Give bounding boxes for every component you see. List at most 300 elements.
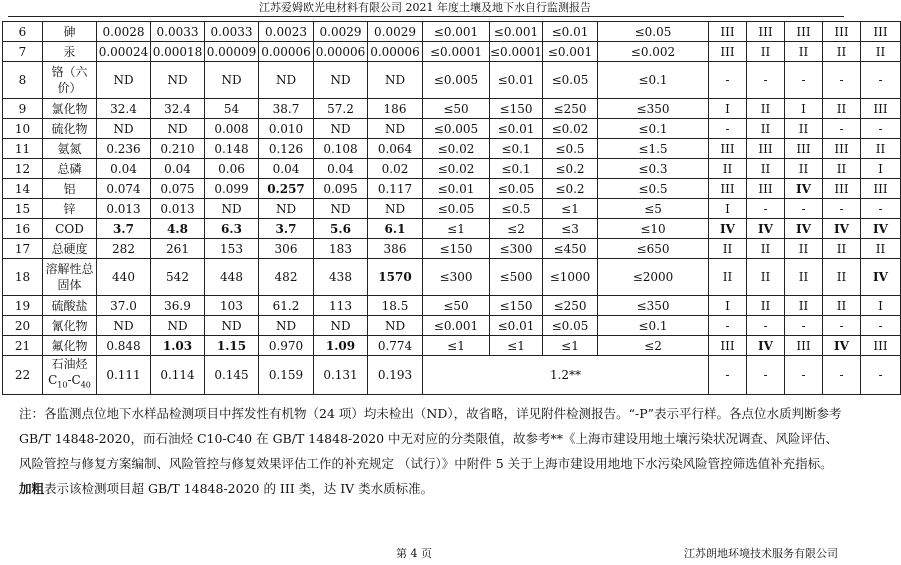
measurement-cell: 0.00024 [97,42,151,62]
class-cell: II [823,42,861,62]
class-cell: - [785,316,823,336]
class-cell: - [709,316,747,336]
table-row [3,259,901,296]
parameter-name-cell: 铝 [43,179,97,199]
standard-limit-cell: ≤1 [490,336,543,356]
measurement-cell: 1.03 [151,336,205,356]
class-cell: - [861,119,901,139]
class-cell: III [709,139,747,159]
measurement-cell: 4.8 [151,219,205,239]
measurement-cell: 0.108 [314,139,368,159]
parameter-name-cell: 溶解性总固体 [43,259,97,296]
measurement-cell: 0.0029 [314,22,368,42]
table-row [3,336,901,356]
measurement-cell: ND [314,316,368,336]
measurement-cell: ND [205,199,259,219]
standard-limit-cell: ≤0.02 [423,159,490,179]
class-cell: - [861,199,901,219]
standard-limit-cell: ≤0.01 [490,316,543,336]
class-cell: II [747,296,785,316]
class-cell: I [709,199,747,219]
class-cell: - [747,316,785,336]
standard-limit-cell: ≤250 [543,99,598,119]
class-cell: - [747,199,785,219]
class-cell: II [823,259,861,296]
measurement-cell: 0.095 [314,179,368,199]
standard-limit-cell: ≤0.0001 [490,42,543,62]
class-cell: I [861,296,901,316]
standard-limit-cell: ≤0.05 [598,22,709,42]
measurement-cell: ND [259,316,314,336]
class-cell: III [747,179,785,199]
table-row [3,296,901,316]
row-number-cell: 21 [3,336,43,356]
standard-limit-cell: ≤2 [598,336,709,356]
class-cell: - [709,62,747,99]
row-number-cell: 22 [3,356,43,395]
class-cell: II [709,239,747,259]
row-number-cell: 15 [3,199,43,219]
measurement-cell: 0.0029 [368,22,423,42]
class-cell: III [823,179,861,199]
class-cell: II [747,42,785,62]
measurement-cell: 0.210 [151,139,205,159]
table-row [3,42,901,62]
measurement-cell: 0.02 [368,159,423,179]
standard-limit-cell: ≤0.01 [490,119,543,139]
class-cell: II [823,159,861,179]
parameter-name-cell: 氰化物 [43,316,97,336]
measurement-cell: 0.0033 [151,22,205,42]
row-number-cell: 19 [3,296,43,316]
measurement-cell: 1570 [368,259,423,296]
standard-limit-cell: ≤150 [423,239,490,259]
class-cell: III [709,336,747,356]
measurement-cell: 0.848 [97,336,151,356]
footer-company: 江苏朗地环境技术服务有限公司 [684,547,838,560]
class-cell: - [709,119,747,139]
standard-limit-cell: 1.2** [423,356,709,395]
class-cell: IV [709,219,747,239]
petroleum-name-part: -C [67,373,81,388]
measurement-cell: 0.06 [205,159,259,179]
row-number-cell: 20 [3,316,43,336]
standard-limit-cell: ≤2000 [598,259,709,296]
measurement-cell: 0.0028 [97,22,151,42]
measurement-cell: 3.7 [97,219,151,239]
parameter-name-cell: 锌 [43,199,97,219]
note-bold-word: 加粗 [19,481,45,496]
standard-limit-cell: ≤50 [423,99,490,119]
measurement-cell: 0.0033 [205,22,259,42]
monitoring-table [2,21,901,395]
table-row [3,356,901,395]
measurement-cell: 32.4 [97,99,151,119]
row-number-cell: 16 [3,219,43,239]
measurement-cell: 0.04 [97,159,151,179]
note-text-3: 表示该检测项目超 GB/T 14848-2020 的 III 类，达 IV 类水质标准。 [44,481,434,496]
measurement-cell: 0.970 [259,336,314,356]
class-cell: II [785,119,823,139]
table-row [3,99,901,119]
measurement-cell: 61.2 [259,296,314,316]
measurement-cell: 0.111 [97,356,151,395]
measurement-cell: 0.013 [151,199,205,219]
table-row [3,119,901,139]
measurement-cell: 103 [205,296,259,316]
class-cell: IV [823,219,861,239]
measurement-cell: 0.013 [97,199,151,219]
table-row [3,179,901,199]
standard-limit-cell: ≤300 [423,259,490,296]
petroleum-name-part: C [48,373,58,388]
class-cell: IV [861,219,901,239]
standard-limit-cell: ≤0.01 [490,62,543,99]
measurement-cell: ND [97,316,151,336]
standard-limit-cell: ≤0.1 [490,139,543,159]
class-cell: III [861,336,901,356]
measurement-cell: 440 [97,259,151,296]
standard-limit-cell: ≤0.05 [423,199,490,219]
row-number-cell: 17 [3,239,43,259]
measurement-cell: ND [314,199,368,219]
parameter-name-cell: 总硬度 [43,239,97,259]
class-cell: - [747,62,785,99]
standard-limit-cell: ≤0.001 [490,22,543,42]
parameter-name-cell: 总磷 [43,159,97,179]
class-cell: III [747,22,785,42]
class-cell: III [861,22,901,42]
row-number-cell: 10 [3,119,43,139]
standard-limit-cell: ≤1000 [543,259,598,296]
class-cell: III [861,179,901,199]
table-row [3,62,901,99]
measurement-cell: 542 [151,259,205,296]
class-cell: IV [785,179,823,199]
class-cell: III [861,99,901,119]
standard-limit-cell: ≤0.005 [423,119,490,139]
class-cell: III [785,336,823,356]
parameter-name-cell: 氨氮 [43,139,97,159]
class-cell: III [823,139,861,159]
standard-limit-cell: ≤0.1 [598,62,709,99]
note-text-1: 注：各监测点位地下水样品检测项目中挥发性有机物（24 项）均未检出（ND），故省略，详见附件检测报告。 [19,406,629,421]
standard-limit-cell: ≤3 [543,219,598,239]
standard-limit-cell: ≤0.1 [598,316,709,336]
measurement-cell: 0.010 [259,119,314,139]
class-cell: II [823,239,861,259]
row-number-cell: 11 [3,139,43,159]
class-cell: II [861,42,901,62]
class-cell: II [823,296,861,316]
standard-limit-cell: ≤0.002 [598,42,709,62]
measurement-cell: ND [205,316,259,336]
standard-limit-cell: ≤1.5 [598,139,709,159]
petroleum-name-part: 石油烃 [51,357,88,372]
parameter-name-cell: 铬（六价） [43,62,97,99]
measurement-cell: 38.7 [259,99,314,119]
standard-limit-cell: ≤0.1 [490,159,543,179]
measurement-cell: 6.3 [205,219,259,239]
class-cell: IV [785,219,823,239]
class-cell: II [747,159,785,179]
standard-limit-cell: ≤0.3 [598,159,709,179]
table-row [3,219,901,239]
class-cell: II [747,119,785,139]
measurement-cell: 37.0 [97,296,151,316]
class-cell: - [823,199,861,219]
parameter-name-cell: 氯化物 [43,99,97,119]
class-cell: II [785,42,823,62]
measurement-cell: ND [97,62,151,99]
class-cell: III [709,42,747,62]
class-cell: IV [823,336,861,356]
measurement-cell: ND [151,316,205,336]
measurement-cell: ND [314,119,368,139]
parameter-name-cell: 砷 [43,22,97,42]
measurement-cell: ND [97,119,151,139]
measurement-cell: 0.114 [151,356,205,395]
row-number-cell: 18 [3,259,43,296]
row-number-cell: 14 [3,179,43,199]
table-row [3,199,901,219]
class-cell: IV [747,219,785,239]
measurement-cell: 57.2 [314,99,368,119]
standard-limit-cell: ≤150 [490,296,543,316]
class-cell: - [785,199,823,219]
measurement-cell: 0.00006 [368,42,423,62]
class-cell: - [861,356,901,395]
class-cell: - [785,356,823,395]
measurement-cell: 0.00006 [259,42,314,62]
row-number-cell: 9 [3,99,43,119]
class-cell: II [785,159,823,179]
standard-limit-cell: ≤250 [543,296,598,316]
class-cell: III [747,139,785,159]
measurement-cell: 54 [205,99,259,119]
measurement-cell: 32.4 [151,99,205,119]
measurement-cell: 0.00006 [314,42,368,62]
class-cell: - [861,62,901,99]
measurement-cell: 113 [314,296,368,316]
class-cell: III [709,179,747,199]
measurement-cell: 0.126 [259,139,314,159]
standard-limit-cell: ≤0.02 [423,139,490,159]
measurement-cell: 282 [97,239,151,259]
measurement-cell: 0.04 [151,159,205,179]
class-cell: - [785,62,823,99]
class-cell: III [823,22,861,42]
measurement-cell: 0.00009 [205,42,259,62]
standard-limit-cell: ≤1 [543,336,598,356]
standard-limit-cell: ≤300 [490,239,543,259]
standard-limit-cell: ≤0.05 [543,316,598,336]
standard-limit-cell: ≤0.001 [423,316,490,336]
petroleum-name-part: 40 [80,380,91,390]
measurement-cell: ND [205,62,259,99]
parameter-name-cell [43,356,97,395]
standard-limit-cell: ≤1 [423,336,490,356]
measurement-cell: 306 [259,239,314,259]
class-cell: - [747,356,785,395]
table-body [3,22,901,395]
measurement-cell: 0.0023 [259,22,314,42]
standard-limit-cell: ≤0.2 [543,179,598,199]
standard-limit-cell: ≤5 [598,199,709,219]
measurement-cell: 0.236 [97,139,151,159]
standard-limit-cell: ≤0.01 [423,179,490,199]
measurement-cell: 183 [314,239,368,259]
measurement-cell: 5.6 [314,219,368,239]
class-cell: I [861,159,901,179]
class-cell: I [709,99,747,119]
measurement-cell: 0.257 [259,179,314,199]
measurement-cell: ND [151,62,205,99]
standard-limit-cell: ≤0.005 [423,62,490,99]
measurement-cell: 0.131 [314,356,368,395]
header-divider [8,16,844,17]
parameter-name-cell: COD [43,219,97,239]
standard-limit-cell: ≤350 [598,296,709,316]
measurement-cell: ND [368,62,423,99]
measurement-cell: 0.145 [205,356,259,395]
measurement-cell: 438 [314,259,368,296]
parameter-name-cell: 汞 [43,42,97,62]
measurement-cell: 186 [368,99,423,119]
measurement-cell: 0.04 [259,159,314,179]
measurement-cell: 0.064 [368,139,423,159]
standard-limit-cell: ≤0.5 [543,139,598,159]
table-row [3,22,901,42]
note-paragraph [19,401,845,501]
class-cell: - [709,356,747,395]
standard-limit-cell: ≤0.001 [543,42,598,62]
measurement-cell: 153 [205,239,259,259]
standard-limit-cell: ≤350 [598,99,709,119]
measurement-cell: 0.099 [205,179,259,199]
standard-limit-cell: ≤0.5 [490,199,543,219]
measurement-cell: 0.04 [314,159,368,179]
class-cell: III [785,139,823,159]
standard-limit-cell: ≤0.2 [543,159,598,179]
standard-limit-cell: ≤1 [423,219,490,239]
standard-limit-cell: ≤150 [490,99,543,119]
class-cell: - [823,62,861,99]
class-cell: II [747,239,785,259]
page-number: 第 4 页 [396,547,432,560]
measurement-cell: 0.117 [368,179,423,199]
measurement-cell: 0.008 [205,119,259,139]
class-cell: II [785,296,823,316]
measurement-cell: ND [368,199,423,219]
table-row [3,316,901,336]
measurement-cell: ND [259,62,314,99]
row-number-cell: 12 [3,159,43,179]
standard-limit-cell: ≤1 [543,199,598,219]
row-number-cell: 7 [3,42,43,62]
standard-limit-cell: ≤0.02 [543,119,598,139]
standard-limit-cell: ≤10 [598,219,709,239]
standard-limit-cell: ≤650 [598,239,709,259]
measurement-cell: 0.075 [151,179,205,199]
class-cell: II [823,99,861,119]
parameter-name-cell: 硫酸盐 [43,296,97,316]
class-cell: IV [861,259,901,296]
measurement-cell: 0.774 [368,336,423,356]
class-cell: II [785,239,823,259]
measurement-cell: 386 [368,239,423,259]
class-cell: II [861,139,901,159]
measurement-cell: ND [151,119,205,139]
class-cell: II [747,99,785,119]
table-row [3,159,901,179]
row-number-cell: 8 [3,62,43,99]
parameter-name-cell: 硫化物 [43,119,97,139]
standard-limit-cell: ≤0.0001 [423,42,490,62]
measurement-cell: 1.09 [314,336,368,356]
standard-limit-cell: ≤450 [543,239,598,259]
measurement-cell: 448 [205,259,259,296]
measurement-cell: 1.15 [205,336,259,356]
measurement-cell: 0.193 [368,356,423,395]
standard-limit-cell: ≤0.001 [423,22,490,42]
class-cell: II [747,259,785,296]
measurement-cell: 36.9 [151,296,205,316]
class-cell: - [861,316,901,336]
measurement-cell: 482 [259,259,314,296]
measurement-cell: 0.00018 [151,42,205,62]
class-cell: II [709,159,747,179]
class-cell: II [709,259,747,296]
class-cell: - [823,119,861,139]
measurement-cell: ND [368,316,423,336]
measurement-cell: ND [259,199,314,219]
class-cell: I [785,99,823,119]
measurement-cell: 18.5 [368,296,423,316]
measurement-cell: 261 [151,239,205,259]
class-cell: I [709,296,747,316]
measurement-cell: 6.1 [368,219,423,239]
standard-limit-cell: ≤0.05 [543,62,598,99]
measurement-cell: 3.7 [259,219,314,239]
row-number-cell: 6 [3,22,43,42]
class-cell: II [861,239,901,259]
standard-limit-cell: ≤0.5 [598,179,709,199]
standard-limit-cell: ≤0.05 [490,179,543,199]
note-text-2: “-P”表示平行样。各点位水质判断参考 GB/T 14848-2020，而石油烃 C10-C40 在 GB/T 14848-2020 中无对应的分类限值，故参考**《上海市建设用地土壤污染状况调查、风险评估、风险管控与修复方案编制、风险管控与修复效果评估工作的补充规定 （试行）》中附件 5 关于上海市建设用地地下水污染风险管控筛选值补充指标。 [19,406,842,471]
table-row [3,139,901,159]
petroleum-name-part: 10 [57,380,68,390]
table-row [3,239,901,259]
standard-limit-cell: ≤50 [423,296,490,316]
standard-limit-cell: ≤0.01 [543,22,598,42]
class-cell: IV [747,336,785,356]
class-cell: - [823,316,861,336]
parameter-name-cell: 氟化物 [43,336,97,356]
class-cell: - [823,356,861,395]
page-header: 江苏爱姆欧光电材料有限公司 2021 年度土壤及地下水自行监测报告 [259,1,591,14]
measurement-cell: 0.159 [259,356,314,395]
standard-limit-cell: ≤2 [490,219,543,239]
class-cell: III [785,22,823,42]
measurement-cell: 0.148 [205,139,259,159]
class-cell: III [709,22,747,42]
standard-limit-cell: ≤0.1 [598,119,709,139]
measurement-cell: ND [314,62,368,99]
class-cell: II [785,259,823,296]
standard-limit-cell: ≤500 [490,259,543,296]
measurement-cell: ND [368,119,423,139]
